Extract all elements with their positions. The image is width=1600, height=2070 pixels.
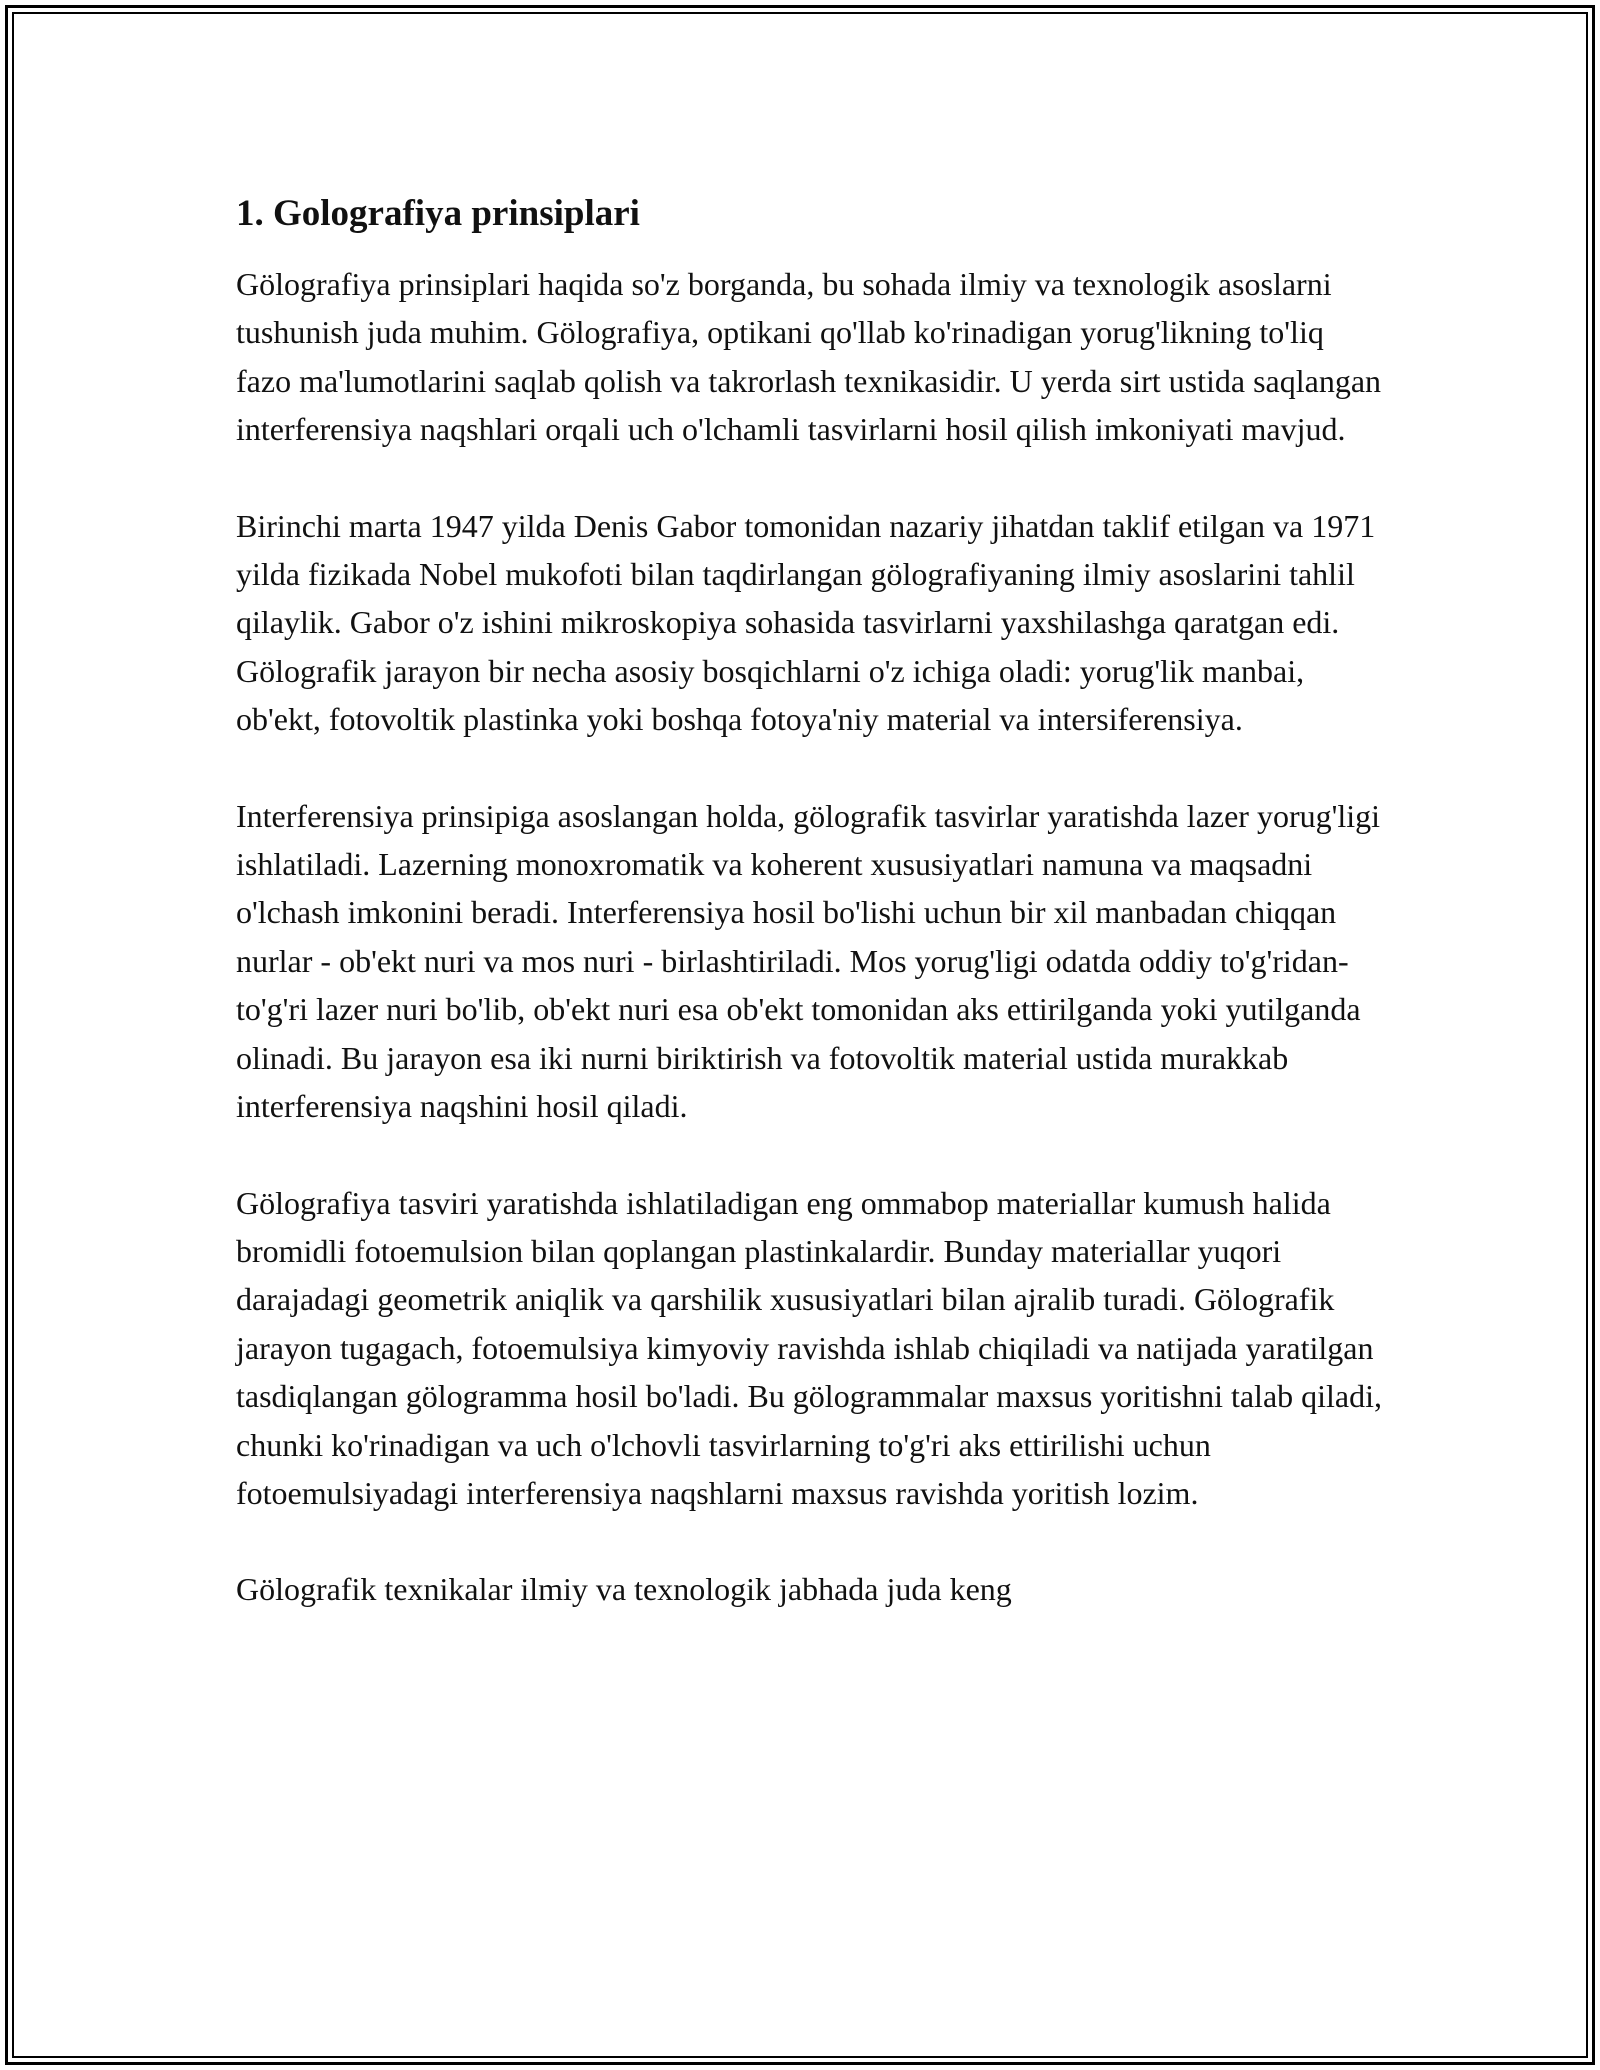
document-body [236, 190, 1386, 1662]
paragraph-5: Gölografik texnikalar ilmiy va texnologik jabhada juda keng [236, 1571, 1012, 1608]
section-title: 1. Golografiya prinsiplari [236, 193, 640, 234]
paragraph-2: Birinchi marta 1947 yilda Denis Gabor tomonidan nazariy jihatdan taklif etilgan va 1971 yilda fizikada Nobel mukofoti bilan taqdirlangan gölografiyaning ilmiy asoslarini tahlil qilaylik. Gabor o'z ishini mikroskopiya sohasida tasvirlarni yaxshilashga qaratgan edi. Gölografik jarayon bir necha asosiy bosqichlarni o'z ichiga oladi: yorug'lik manbai, ob'ekt, fotovoltik plastinka yoki boshqa fotoya'niy material va intersiferensiya. [236, 507, 1376, 738]
paragraph-1: Gölografiya prinsiplari haqida so'z borganda, bu sohada ilmiy va texnologik asoslarni tushunish juda muhim. Gölografiya, optikani qo'llab ko'rinadigan yorug'likning to'liq fazo ma'lumotlarini saqlab qolish va takrorlash texnikasidir. U yerda sirt ustida saqlangan interferensiya naqshlari orqali uch o'lchamli tasvirlarni hosil qilish imkoniyati mavjud. [236, 266, 1382, 448]
paragraph-4: Gölografiya tasviri yaratishda ishlatiladigan eng ommabop materiallar kumush halida bromidli fotoemulsion bilan qoplangan plastinkalardir. Bunday materiallar yuqori darajadagi geometrik aniqlik va qarshilik xususiyatlari bilan ajralib turadi. Gölografik jarayon tugagach, fotoemulsiya kimyoviy ravishda ishlab chiqiladi va natijada yaratilgan tasdiqlangan gölogramma hosil bo'ladi. Bu gölogrammalar maxsus yoritishni talab qiladi, chunki ko'rinadigan va uch o'lchovli tasvirlarning to'g'ri aks ettirilishi uchun fotoemulsiyadagi interferensiya naqshlarni maxsus ravishda yoritish lozim. [236, 1184, 1383, 1511]
paragraph-3: Interferensiya prinsipiga asoslangan holda, gölografik tasvirlar yaratishda lazer yorug'ligi ishlatiladi. Lazerning monoxromatik va koherent xususiyatlari namuna va maqsadni o'lchash imkonini beradi. Interferensiya hosil bo'lishi uchun bir xil manbadan chiqqan nurlar - ob'ekt nuri va mos nuri - birlashtiriladi. Mos yorug'ligi odatda oddiy to'g'ridan-to'g'ri lazer nuri bo'lib, ob'ekt nuri esa ob'ekt tomonidan aks ettirilganda yoki yutilganda olinadi. Bu jarayon esa iki nurni biriktirish va fotovoltik material ustida murakkab interferensiya naqshini hosil qiladi. [236, 797, 1381, 1125]
